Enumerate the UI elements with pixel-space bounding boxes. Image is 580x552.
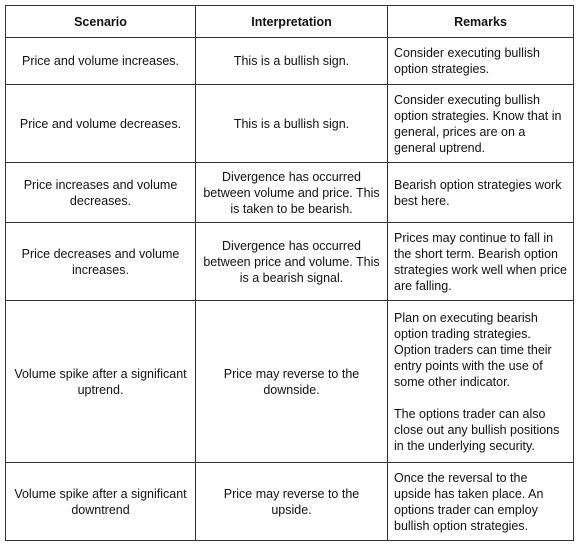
remarks-paragraph: Plan on executing bearish option trading strategies. Option traders can time their entry points with the use of some other indicator. <box>394 310 552 389</box>
cell-remarks <box>388 463 574 541</box>
table-row <box>6 223 574 301</box>
cell-interpretation: Price may reverse to the upside. <box>196 463 388 541</box>
remarks-paragraph: Consider executing bullish option strategies. <box>394 46 540 76</box>
cell-remarks <box>388 38 574 85</box>
cell-remarks <box>388 301 574 463</box>
cell-remarks <box>388 163 574 223</box>
cell-scenario: Volume spike after a significant uptrend. <box>6 301 196 463</box>
cell-remarks <box>388 85 574 163</box>
table-row <box>6 163 574 223</box>
table-row <box>6 85 574 163</box>
cell-interpretation: This is a bullish sign. <box>196 38 388 85</box>
cell-interpretation: Price may reverse to the downside. <box>196 301 388 463</box>
cell-scenario: Price and volume increases. <box>6 38 196 85</box>
cell-interpretation: Divergence has occurred between volume and price. This is taken to be bearish. <box>196 163 388 223</box>
header-remarks: Remarks <box>388 6 574 38</box>
header-scenario: Scenario <box>6 6 196 38</box>
table-row <box>6 463 574 541</box>
cell-scenario: Price decreases and volume increases. <box>6 223 196 301</box>
cell-scenario: Price increases and volume decreases. <box>6 163 196 223</box>
table-header-row <box>6 6 574 38</box>
remarks-paragraph: Prices may continue to fall in the short term. Bearish option strategies work well when price are falling. <box>394 230 567 293</box>
remarks-paragraph: Consider executing bullish option strategies. Know that in general, prices are on a general uptrend. <box>394 92 562 155</box>
table-row <box>6 38 574 85</box>
cell-scenario: Price and volume decreases. <box>6 85 196 163</box>
cell-scenario: Volume spike after a significant downtrend <box>6 463 196 541</box>
header-interpretation: Interpretation <box>196 6 388 38</box>
table-row <box>6 301 574 463</box>
cell-interpretation: This is a bullish sign. <box>196 85 388 163</box>
remarks-paragraph: The options trader can also close out any bullish positions in the underlying security. <box>394 406 560 453</box>
remarks-paragraph: Bearish option strategies work best here. <box>394 177 562 208</box>
cell-remarks <box>388 223 574 301</box>
remarks-paragraph: Once the reversal to the upside has taken place. An options trader can employ bullish option strategies. <box>394 470 544 533</box>
cell-interpretation: Divergence has occurred between price and volume. This is a bearish signal. <box>196 223 388 301</box>
volume-price-table <box>5 5 574 541</box>
